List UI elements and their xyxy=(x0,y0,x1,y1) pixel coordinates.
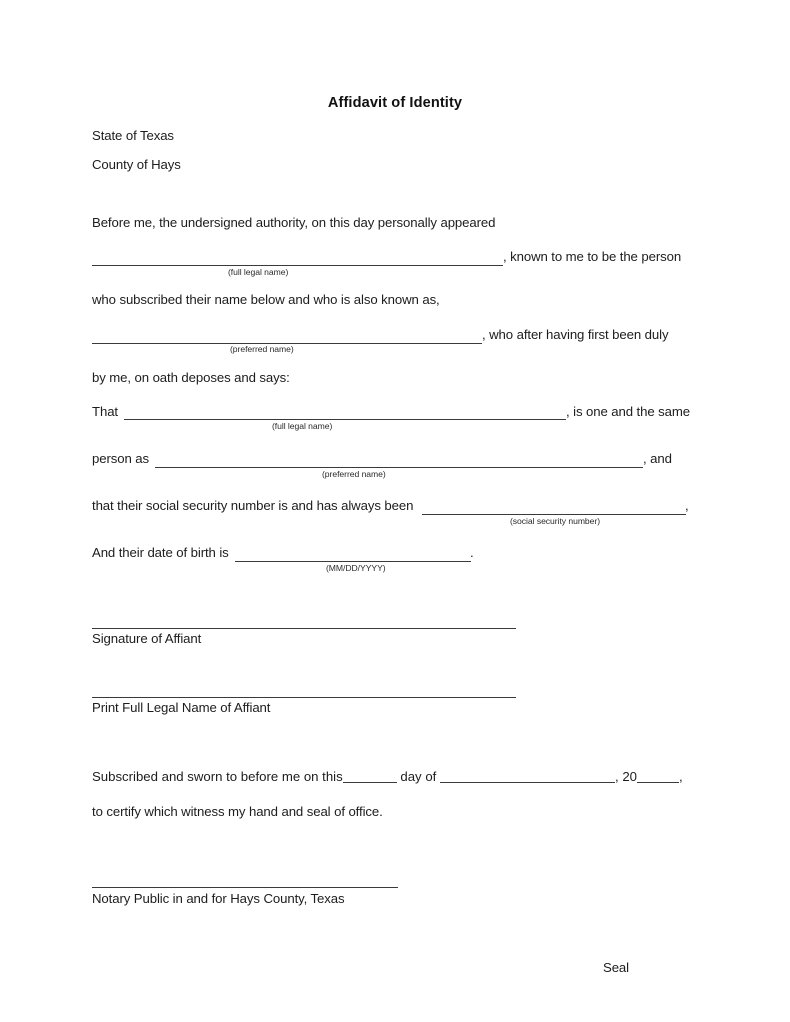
full-legal-name-blank-1[interactable] xyxy=(92,265,503,266)
social-security-number-blank[interactable] xyxy=(422,514,686,515)
is-one-and-the-same-text: , is one and the same xyxy=(566,404,690,419)
page-title: Affidavit of Identity xyxy=(327,95,463,111)
that-label: That xyxy=(92,404,118,419)
who-after-text: , who after having first been duly xyxy=(482,327,669,342)
sworn-year-prefix-text: , 20 xyxy=(615,769,637,784)
notary-public-label: Notary Public in and for Hays County, Texas xyxy=(92,891,345,906)
intro-line: Before me, the undersigned authority, on this day personally appeared xyxy=(92,215,496,230)
preferred-name-blank-2[interactable] xyxy=(155,467,643,468)
signature-of-affiant-label: Signature of Affiant xyxy=(92,631,202,646)
sworn-trailing-comma-text: , xyxy=(679,769,683,784)
date-of-birth-period: . xyxy=(470,545,474,560)
ssn-trailing-comma: , xyxy=(685,498,689,513)
caption-preferred-name-2: (preferred name) xyxy=(322,469,386,479)
caption-full-legal-name-1: (full legal name) xyxy=(228,267,289,277)
certify-line: to certify which witness my hand and seal of office. xyxy=(92,804,383,819)
subscribed-name-line: who subscribed their name below and who is also known as, xyxy=(92,292,440,307)
state-line: State of Texas xyxy=(92,128,174,143)
person-as-label: person as xyxy=(92,451,150,466)
caption-preferred-name-1: (preferred name) xyxy=(230,344,294,354)
county-line: County of Hays xyxy=(92,157,181,172)
sworn-statement-line xyxy=(92,769,683,784)
caption-full-legal-name-2: (full legal name) xyxy=(272,421,333,431)
by-me-oath-line: by me, on oath deposes and says: xyxy=(92,370,290,385)
signature-of-affiant-blank[interactable] xyxy=(92,628,516,629)
caption-social-security-number: (social security number) xyxy=(510,516,601,526)
full-legal-name-blank-2[interactable] xyxy=(124,419,566,420)
seal-label: Seal xyxy=(603,960,629,975)
sworn-prefix-text: Subscribed and sworn to before me on this xyxy=(92,769,343,784)
print-full-legal-name-blank[interactable] xyxy=(92,697,516,698)
notary-month-blank[interactable] xyxy=(440,782,615,783)
notary-day-blank[interactable] xyxy=(343,782,397,783)
sworn-day-of-text: day of xyxy=(400,769,437,784)
notary-signature-blank[interactable] xyxy=(92,887,398,888)
ssn-label: that their social security number is and has always been xyxy=(92,498,414,513)
notary-year-blank[interactable] xyxy=(637,782,679,783)
date-of-birth-label: And their date of birth is xyxy=(92,545,229,560)
and-suffix-text: , and xyxy=(643,451,672,466)
date-of-birth-blank[interactable] xyxy=(235,561,471,562)
known-to-me-text: , known to me to be the person xyxy=(503,249,682,264)
print-full-legal-name-label: Print Full Legal Name of Affiant xyxy=(92,700,271,715)
caption-date-format: (MM/DD/YYYY) xyxy=(326,563,386,573)
